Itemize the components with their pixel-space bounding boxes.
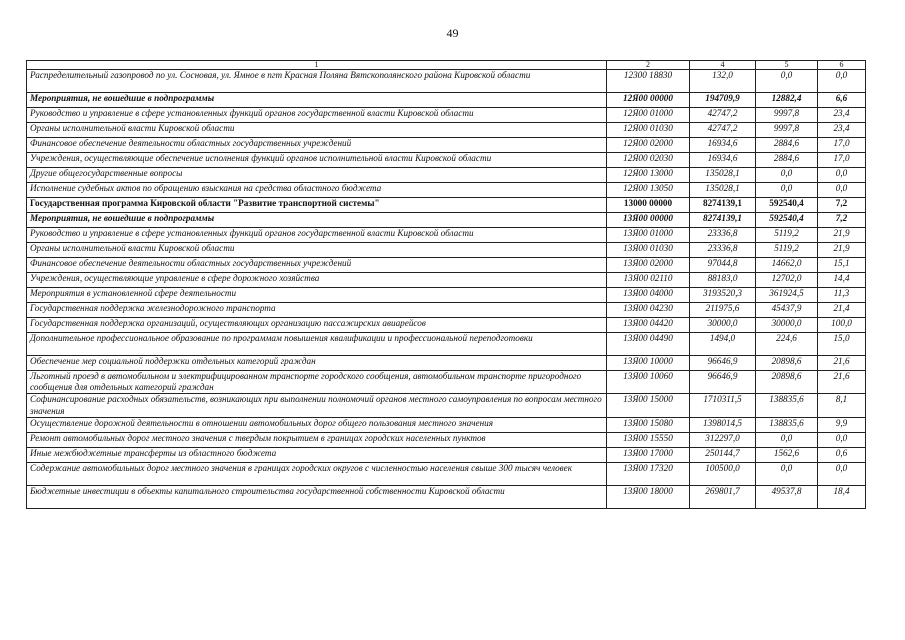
- row-plan-value: 1494,0: [690, 333, 756, 356]
- row-fact-value: 592540,4: [756, 198, 818, 213]
- row-code-cell: 12Я00 00000: [607, 93, 690, 108]
- table-row: [27, 288, 866, 303]
- row-percent-value: 23,4: [818, 123, 866, 138]
- row-fact-value: 0,0: [756, 70, 818, 93]
- row-name-cell: Руководство и управление в сфере установленных функций органов государственной власти Кировской области: [27, 228, 607, 243]
- header-col-code: 2: [607, 61, 690, 70]
- row-plan-value: 8274139,1: [690, 198, 756, 213]
- row-code-cell: 12Я00 02000: [607, 138, 690, 153]
- row-plan-value: 135028,1: [690, 183, 756, 198]
- row-plan-value: 135028,1: [690, 168, 756, 183]
- row-name-cell: Учреждения, осуществляющие обеспечение исполнения функций органов исполнительной власти Кировской области: [27, 153, 607, 168]
- row-plan-value: 250144,7: [690, 447, 756, 462]
- table-row: [27, 356, 866, 371]
- row-fact-value: 138835,6: [756, 417, 818, 432]
- row-fact-value: 2884,6: [756, 153, 818, 168]
- table-row: [27, 183, 866, 198]
- table-row: [27, 447, 866, 462]
- table-row: [27, 93, 866, 108]
- row-name-cell: Финансовое обеспечение деятельности областных государственных учреждений: [27, 258, 607, 273]
- row-plan-value: 16934,6: [690, 138, 756, 153]
- row-percent-value: 0,0: [818, 168, 866, 183]
- table-row: [27, 108, 866, 123]
- row-percent-value: 8,1: [818, 394, 866, 417]
- header-col-fact: 5: [756, 61, 818, 70]
- table-row: [27, 462, 866, 485]
- row-name-cell: Государственная программа Кировской области "Развитие транспортной системы": [27, 198, 607, 213]
- row-plan-value: 1398014,5: [690, 417, 756, 432]
- row-percent-value: 0,6: [818, 447, 866, 462]
- row-percent-value: 18,4: [818, 485, 866, 508]
- row-code-cell: 13Я00 00000: [607, 213, 690, 228]
- row-percent-value: 0,0: [818, 462, 866, 485]
- row-fact-value: 2884,6: [756, 138, 818, 153]
- table-row: [27, 273, 866, 288]
- row-percent-value: 21,9: [818, 243, 866, 258]
- row-name-cell: Бюджетные инвестиции в объекты капитального строительства государственной собственности Кировской области: [27, 485, 607, 508]
- row-name-cell: Органы исполнительной власти Кировской области: [27, 243, 607, 258]
- page-number: 49: [446, 26, 459, 40]
- row-plan-value: 96646,9: [690, 371, 756, 394]
- row-name-cell: Софинансирование расходных обязательств, возникающих при выполнении полномочий органов местного самоуправления по вопросам местного значения: [27, 394, 607, 417]
- row-code-cell: 13Я00 01030: [607, 243, 690, 258]
- row-code-cell: 12Я00 13050: [607, 183, 690, 198]
- table-row: [27, 243, 866, 258]
- table-row: [27, 485, 866, 508]
- table-row: [27, 333, 866, 356]
- table-row: [27, 198, 866, 213]
- row-fact-value: 9997,8: [756, 108, 818, 123]
- row-name-cell: Мероприятия, не вошедшие в подпрограммы: [27, 213, 607, 228]
- row-percent-value: 7,2: [818, 213, 866, 228]
- row-percent-value: 21,6: [818, 371, 866, 394]
- row-fact-value: 5119,2: [756, 228, 818, 243]
- table-row: [27, 123, 866, 138]
- header-col-plan: 4: [690, 61, 756, 70]
- row-fact-value: 20898,6: [756, 371, 818, 394]
- row-name-cell: Распределительный газопровод по ул. Сосновая, ул. Ямное в пгт Красная Поляна Вятскополянского района Кировской области: [27, 70, 607, 93]
- row-code-cell: 13Я00 15550: [607, 432, 690, 447]
- row-plan-value: 16934,6: [690, 153, 756, 168]
- row-fact-value: 49537,8: [756, 485, 818, 508]
- budget-table: [26, 60, 866, 509]
- row-plan-value: 42747,2: [690, 108, 756, 123]
- row-fact-value: 5119,2: [756, 243, 818, 258]
- row-fact-value: 1562,6: [756, 447, 818, 462]
- row-fact-value: 12702,0: [756, 273, 818, 288]
- row-code-cell: 13Я00 17320: [607, 462, 690, 485]
- row-plan-value: 132,0: [690, 70, 756, 93]
- row-plan-value: 8274139,1: [690, 213, 756, 228]
- row-percent-value: 15,0: [818, 333, 866, 356]
- row-plan-value: 42747,2: [690, 123, 756, 138]
- row-name-cell: Содержание автомобильных дорог местного значения в границах городских округов с численностью населения свыше 300 тысяч человек: [27, 462, 607, 485]
- row-code-cell: 13Я00 01000: [607, 228, 690, 243]
- table-row: [27, 417, 866, 432]
- table-row: [27, 394, 866, 417]
- row-name-cell: Исполнение судебных актов по обращению взыскания на средства областного бюджета: [27, 183, 607, 198]
- table-row: [27, 138, 866, 153]
- row-name-cell: Ремонт автомобильных дорог местного значения с твердым покрытием в границах городских населенных пунктов: [27, 432, 607, 447]
- row-code-cell: 13Я00 10060: [607, 371, 690, 394]
- row-name-cell: Учреждения, осуществляющие управление в сфере дорожного хозяйства: [27, 273, 607, 288]
- row-code-cell: 13Я00 15000: [607, 394, 690, 417]
- row-code-cell: 12300 18830: [607, 70, 690, 93]
- row-name-cell: Льготный проезд в автомобильном и электрифицированном транспорте городского сообщения, автомобильном транспорте пригородного сообщения для отдельных категорий граждан: [27, 371, 607, 394]
- row-name-cell: Государственная поддержка железнодорожного транспорта: [27, 303, 607, 318]
- row-code-cell: 12Я00 13000: [607, 168, 690, 183]
- row-code-cell: 13Я00 04420: [607, 318, 690, 333]
- row-percent-value: 21,6: [818, 356, 866, 371]
- row-fact-value: 20898,6: [756, 356, 818, 371]
- row-percent-value: 23,4: [818, 108, 866, 123]
- row-code-cell: 13Я00 10000: [607, 356, 690, 371]
- row-fact-value: 0,0: [756, 432, 818, 447]
- table-row: [27, 371, 866, 394]
- row-fact-value: 361924,5: [756, 288, 818, 303]
- row-fact-value: 138835,6: [756, 394, 818, 417]
- row-name-cell: Государственная поддержка организаций, осуществляющих организацию пассажирских авиарейсов: [27, 318, 607, 333]
- row-plan-value: 97044,8: [690, 258, 756, 273]
- row-fact-value: 30000,0: [756, 318, 818, 333]
- row-plan-value: 30000,0: [690, 318, 756, 333]
- row-name-cell: Руководство и управление в сфере установленных функций органов государственной власти Кировской области: [27, 108, 607, 123]
- row-code-cell: 13Я00 02110: [607, 273, 690, 288]
- row-fact-value: 9997,8: [756, 123, 818, 138]
- row-code-cell: 13Я00 17000: [607, 447, 690, 462]
- row-percent-value: 0,0: [818, 432, 866, 447]
- row-name-cell: Мероприятия в установленной сфере деятельности: [27, 288, 607, 303]
- row-percent-value: 7,2: [818, 198, 866, 213]
- row-percent-value: 15,1: [818, 258, 866, 273]
- row-plan-value: 96646,9: [690, 356, 756, 371]
- row-name-cell: Другие общегосударственные вопросы: [27, 168, 607, 183]
- row-fact-value: 14662,0: [756, 258, 818, 273]
- header-col-name: 1: [27, 61, 607, 70]
- row-code-cell: 12Я00 01030: [607, 123, 690, 138]
- row-name-cell: Осуществление дорожной деятельности в отношении автомобильных дорог общего пользования местного значения: [27, 417, 607, 432]
- row-code-cell: 13Я00 04230: [607, 303, 690, 318]
- row-plan-value: 100500,0: [690, 462, 756, 485]
- row-plan-value: 23336,8: [690, 243, 756, 258]
- row-code-cell: 12Я00 01000: [607, 108, 690, 123]
- row-percent-value: 21,9: [818, 228, 866, 243]
- row-plan-value: 269801,7: [690, 485, 756, 508]
- row-name-cell: Мероприятия, не вошедшие в подпрограммы: [27, 93, 607, 108]
- row-code-cell: 13Я00 18000: [607, 485, 690, 508]
- table-row: [27, 153, 866, 168]
- table-header-row: [27, 61, 866, 70]
- table-body: [27, 70, 866, 509]
- row-percent-value: 17,0: [818, 153, 866, 168]
- table-row: [27, 70, 866, 93]
- row-name-cell: Иные межбюджетные трансферты из областного бюджета: [27, 447, 607, 462]
- row-percent-value: 11,3: [818, 288, 866, 303]
- row-plan-value: 194709,9: [690, 93, 756, 108]
- table-row: [27, 168, 866, 183]
- row-name-cell: Дополнительное профессиональное образование по программам повышения квалификации и профессиональной переподготовки: [27, 333, 607, 356]
- row-code-cell: 13000 00000: [607, 198, 690, 213]
- row-percent-value: 17,0: [818, 138, 866, 153]
- row-fact-value: 12882,4: [756, 93, 818, 108]
- row-plan-value: 211975,6: [690, 303, 756, 318]
- row-fact-value: 224,6: [756, 333, 818, 356]
- row-name-cell: Органы исполнительной власти Кировской области: [27, 123, 607, 138]
- row-fact-value: 45437,9: [756, 303, 818, 318]
- row-plan-value: 1710311,5: [690, 394, 756, 417]
- row-fact-value: 0,0: [756, 168, 818, 183]
- row-percent-value: 14,4: [818, 273, 866, 288]
- table-row: [27, 432, 866, 447]
- row-percent-value: 100,0: [818, 318, 866, 333]
- row-fact-value: 0,0: [756, 462, 818, 485]
- row-percent-value: 0,0: [818, 183, 866, 198]
- row-percent-value: 21,4: [818, 303, 866, 318]
- row-plan-value: 3193520,3: [690, 288, 756, 303]
- row-code-cell: 13Я00 15080: [607, 417, 690, 432]
- row-percent-value: 9,9: [818, 417, 866, 432]
- row-name-cell: Обеспечение мер социальной поддержки отдельных категорий граждан: [27, 356, 607, 371]
- table-row: [27, 258, 866, 273]
- row-code-cell: 13Я00 02000: [607, 258, 690, 273]
- row-fact-value: 592540,4: [756, 213, 818, 228]
- header-col-percent: 6: [818, 61, 866, 70]
- row-plan-value: 312297,0: [690, 432, 756, 447]
- table-row: [27, 318, 866, 333]
- table-row: [27, 303, 866, 318]
- table-row: [27, 213, 866, 228]
- row-percent-value: 0,0: [818, 70, 866, 93]
- row-name-cell: Финансовое обеспечение деятельности областных государственных учреждений: [27, 138, 607, 153]
- row-code-cell: 13Я00 04000: [607, 288, 690, 303]
- row-percent-value: 6,6: [818, 93, 866, 108]
- row-plan-value: 88183,0: [690, 273, 756, 288]
- row-code-cell: 12Я00 02030: [607, 153, 690, 168]
- row-code-cell: 13Я00 04490: [607, 333, 690, 356]
- row-fact-value: 0,0: [756, 183, 818, 198]
- table-row: [27, 228, 866, 243]
- row-plan-value: 23336,8: [690, 228, 756, 243]
